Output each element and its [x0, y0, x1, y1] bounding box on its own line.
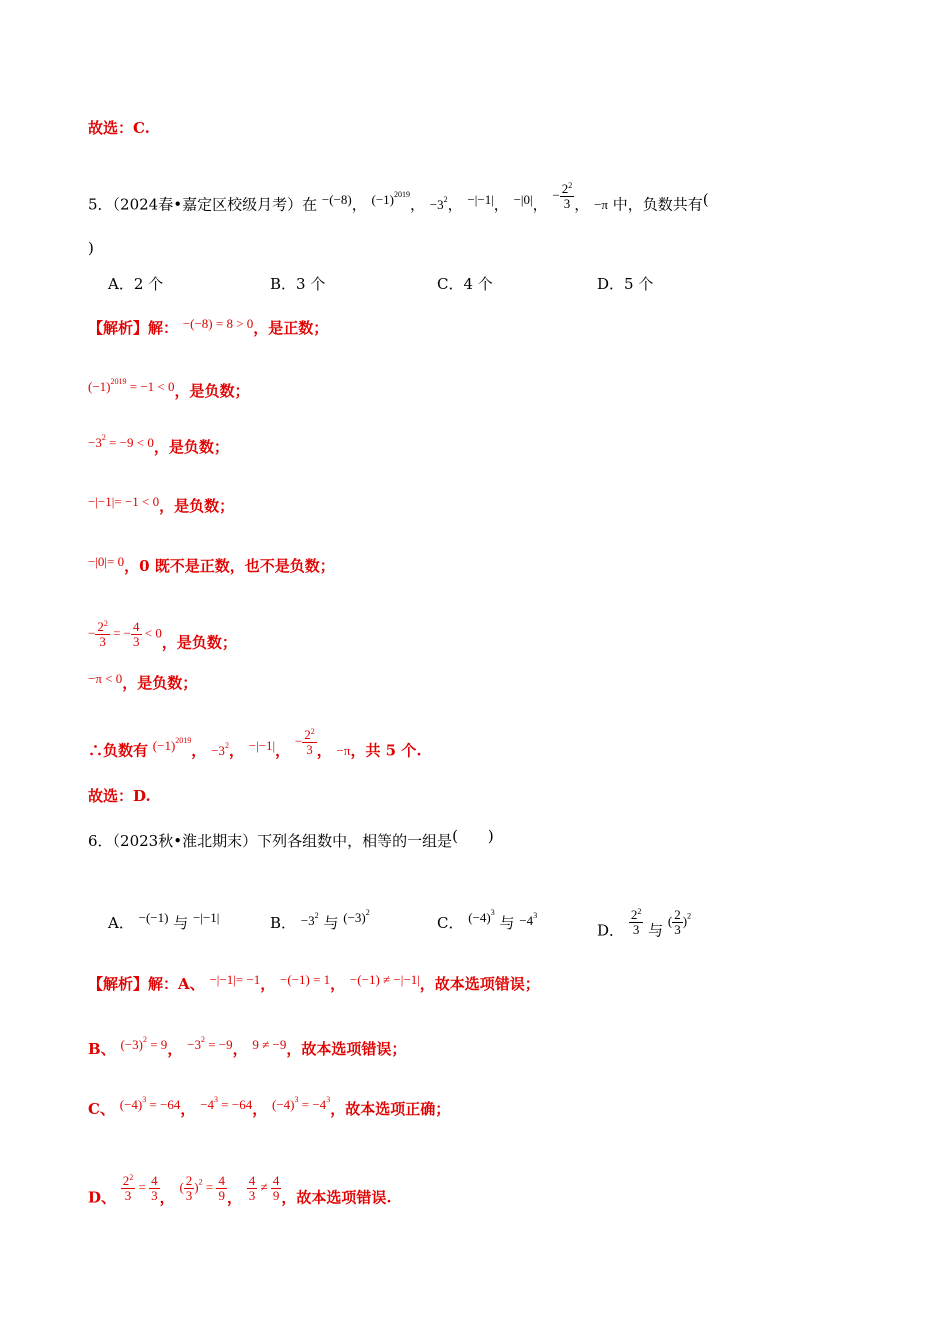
separator: ，: [532, 195, 548, 214]
analysis-text: ，是负数；: [122, 674, 198, 692]
q6-stem: [88, 826, 494, 851]
analysis-text: ，是负数；: [174, 382, 250, 400]
analysis-jie: 解：: [148, 319, 179, 337]
q5-analysis-line-6: [88, 620, 237, 652]
q5-source: （2024春•嘉定区校级月考）在: [112, 195, 318, 214]
math-expression: −|−1|: [248, 738, 276, 754]
separator: ，: [228, 741, 244, 760]
analysis-text: ，是负数；: [159, 497, 235, 515]
analysis-text: ，是负数；: [153, 438, 229, 456]
analysis-text: ，故本选项正确；: [330, 1100, 451, 1118]
q5-item-1: −(−8): [321, 192, 352, 208]
q5-conclusion: [88, 728, 422, 761]
q6-option-d: D． $\frac{2^2}{3}$ 与 ( $\frac{2}{3}$ )$^2$: [597, 907, 692, 940]
q6-analysis-d: D、 $\frac{2^2}{3}$ = $\frac{4}{3}$ ， ( $\frac{2}{3}$ )$^2$ = $\frac{4}{9}$ ， $\frac{4}{3}$ ≠ $\frac{4}{9}$ ，故本选项错误.: [88, 1173, 392, 1207]
math-expression: $\frac{4}{3}$ ≠ $\frac{4}{9}$: [248, 1173, 280, 1203]
q6-option-c: C． $(-4)^3$ 与 $-4^3$: [437, 908, 538, 932]
previous-answer: 故选：C.: [88, 119, 150, 137]
q5-analysis-line-5: [88, 552, 335, 576]
analysis-label: C、: [88, 1100, 115, 1118]
separator: ，: [574, 195, 590, 214]
analysis-text: ，故本选项错误.: [281, 1188, 392, 1207]
q5-option-d: D．5 个: [597, 275, 654, 293]
separator: ，: [409, 195, 425, 214]
q5-number: 5．: [88, 195, 113, 214]
q5-analysis-line-7: [88, 669, 197, 693]
math-expression: $\frac{2^2}{3}$ = $\frac{4}{3}$: [122, 1173, 158, 1203]
q6-paren: ( ): [452, 827, 494, 845]
q6-number: 6．: [88, 832, 113, 850]
separator: ，: [191, 741, 207, 760]
q5-item-4: −|−1|: [467, 192, 494, 208]
q5-analysis-line-3: [88, 433, 229, 457]
analysis-text: ，是负数；: [161, 633, 237, 652]
separator: ，: [447, 195, 463, 214]
separator: ，: [493, 195, 509, 214]
math-expression: − $\frac{2^2}{3}$: [294, 727, 315, 757]
math-expression: $(-4)^3 = -4^3$: [272, 1095, 331, 1112]
q5-stem: [88, 182, 709, 215]
analysis-text: ，是正数；: [253, 319, 329, 337]
q5-paren-open: (: [702, 190, 709, 209]
analysis-text: ，0 既不是正数，也不是负数；: [124, 557, 335, 575]
math-expression: − $\frac{2^2}{3}$ = − $\frac{4}{3}$ < 0: [88, 619, 162, 649]
conclusion-suffix: ，共 5 个.: [350, 741, 422, 760]
math-expression: $-3^2 = -9$: [187, 1035, 233, 1052]
math-expression: $-3^2$: [211, 741, 229, 759]
q5-option-a: A．2 个: [108, 275, 164, 293]
q6-analysis-c: C、 $(-4)^3 = -64$， $-4^3 = -64$， $(-4)^3 = -4^3$，故本选项正确；: [88, 1095, 451, 1118]
analysis-text: ，故本选项错误；: [286, 1040, 407, 1058]
math-expression: −|−1|= −1: [209, 972, 261, 987]
analysis-tag: 【解析】: [88, 975, 149, 993]
separator: ，: [351, 195, 367, 214]
q5-analysis-line-2: [88, 377, 250, 401]
q5-answer: 故选：D.: [88, 787, 151, 805]
math-expression: $-4^3 = -64$: [200, 1095, 253, 1112]
q5-paren-close: ): [88, 239, 94, 257]
analysis-tag: 【解析】: [88, 319, 149, 337]
q5-item-6: − $\frac{2^2}{3}$: [552, 181, 573, 211]
q5-option-b: B．3 个: [270, 275, 326, 293]
math-expression: −(−1) = 1: [280, 972, 331, 987]
q5-analysis-line-4: [88, 492, 234, 516]
q6-option-a: A． −(−1) 与 −|−1|: [108, 910, 220, 932]
math-expression: $(-4)^3 = -64$: [119, 1095, 181, 1112]
math-expression: −|0|= 0: [88, 554, 125, 569]
math-expression: $(-3)^2 = 9$: [120, 1035, 168, 1052]
q5-option-c: C．4 个: [437, 275, 493, 293]
math-expression: $-3^2 = -9 < 0$: [88, 433, 154, 450]
conclusion-prefix: ∴负数有: [88, 741, 149, 760]
q6-source: （2023秋•淮北期末）下列各组数中，相等的一组是: [112, 832, 453, 850]
q5-item-7: −π: [594, 197, 608, 213]
q5-item-5: −|0|: [513, 192, 533, 208]
q5-analysis-line-1: [88, 314, 328, 338]
analysis-text: ，故本选项错误；: [419, 975, 540, 993]
q6-analysis-a: 【解析】解：A、 −|−1|= −1， −(−1) = 1， −(−1) ≠ −|−1|，故本选项错误；: [88, 972, 540, 993]
math-expression: ( $\frac{2}{3}$ )$^2$ = $\frac{4}{9}$: [179, 1173, 225, 1203]
q6-analysis-b: B、 $(-3)^2 = 9$， $-3^2 = -9$， 9 ≠ −9，故本选项错误；: [88, 1035, 407, 1058]
q5-tail: 中，负数共有: [612, 195, 703, 214]
math-expression: $(-1)^{2019} = -1 < 0$: [88, 377, 175, 394]
math-expression: −(−8) = 8 > 0: [182, 316, 254, 331]
math-expression: 9 ≠ −9: [252, 1037, 287, 1052]
analysis-jie: 解：A、: [148, 975, 205, 993]
q5-item-2: $(-1)^{2019}$: [371, 190, 410, 208]
q6-option-b: B． $-3^2$ 与 $(-3)^2$: [270, 908, 370, 932]
analysis-label: D、: [88, 1188, 117, 1207]
math-expression: −π: [336, 743, 351, 759]
separator: ，: [316, 741, 332, 760]
math-expression: −(−1) ≠ −|−1|: [349, 972, 420, 987]
math-expression: $(-1)^{2019}$: [152, 736, 192, 754]
analysis-label: B、: [88, 1040, 116, 1058]
separator: ，: [275, 741, 291, 760]
math-expression: −π < 0: [88, 671, 123, 686]
math-expression: −|−1|= −1 < 0: [88, 494, 160, 509]
q5-item-3: $-3^2$: [429, 195, 448, 213]
